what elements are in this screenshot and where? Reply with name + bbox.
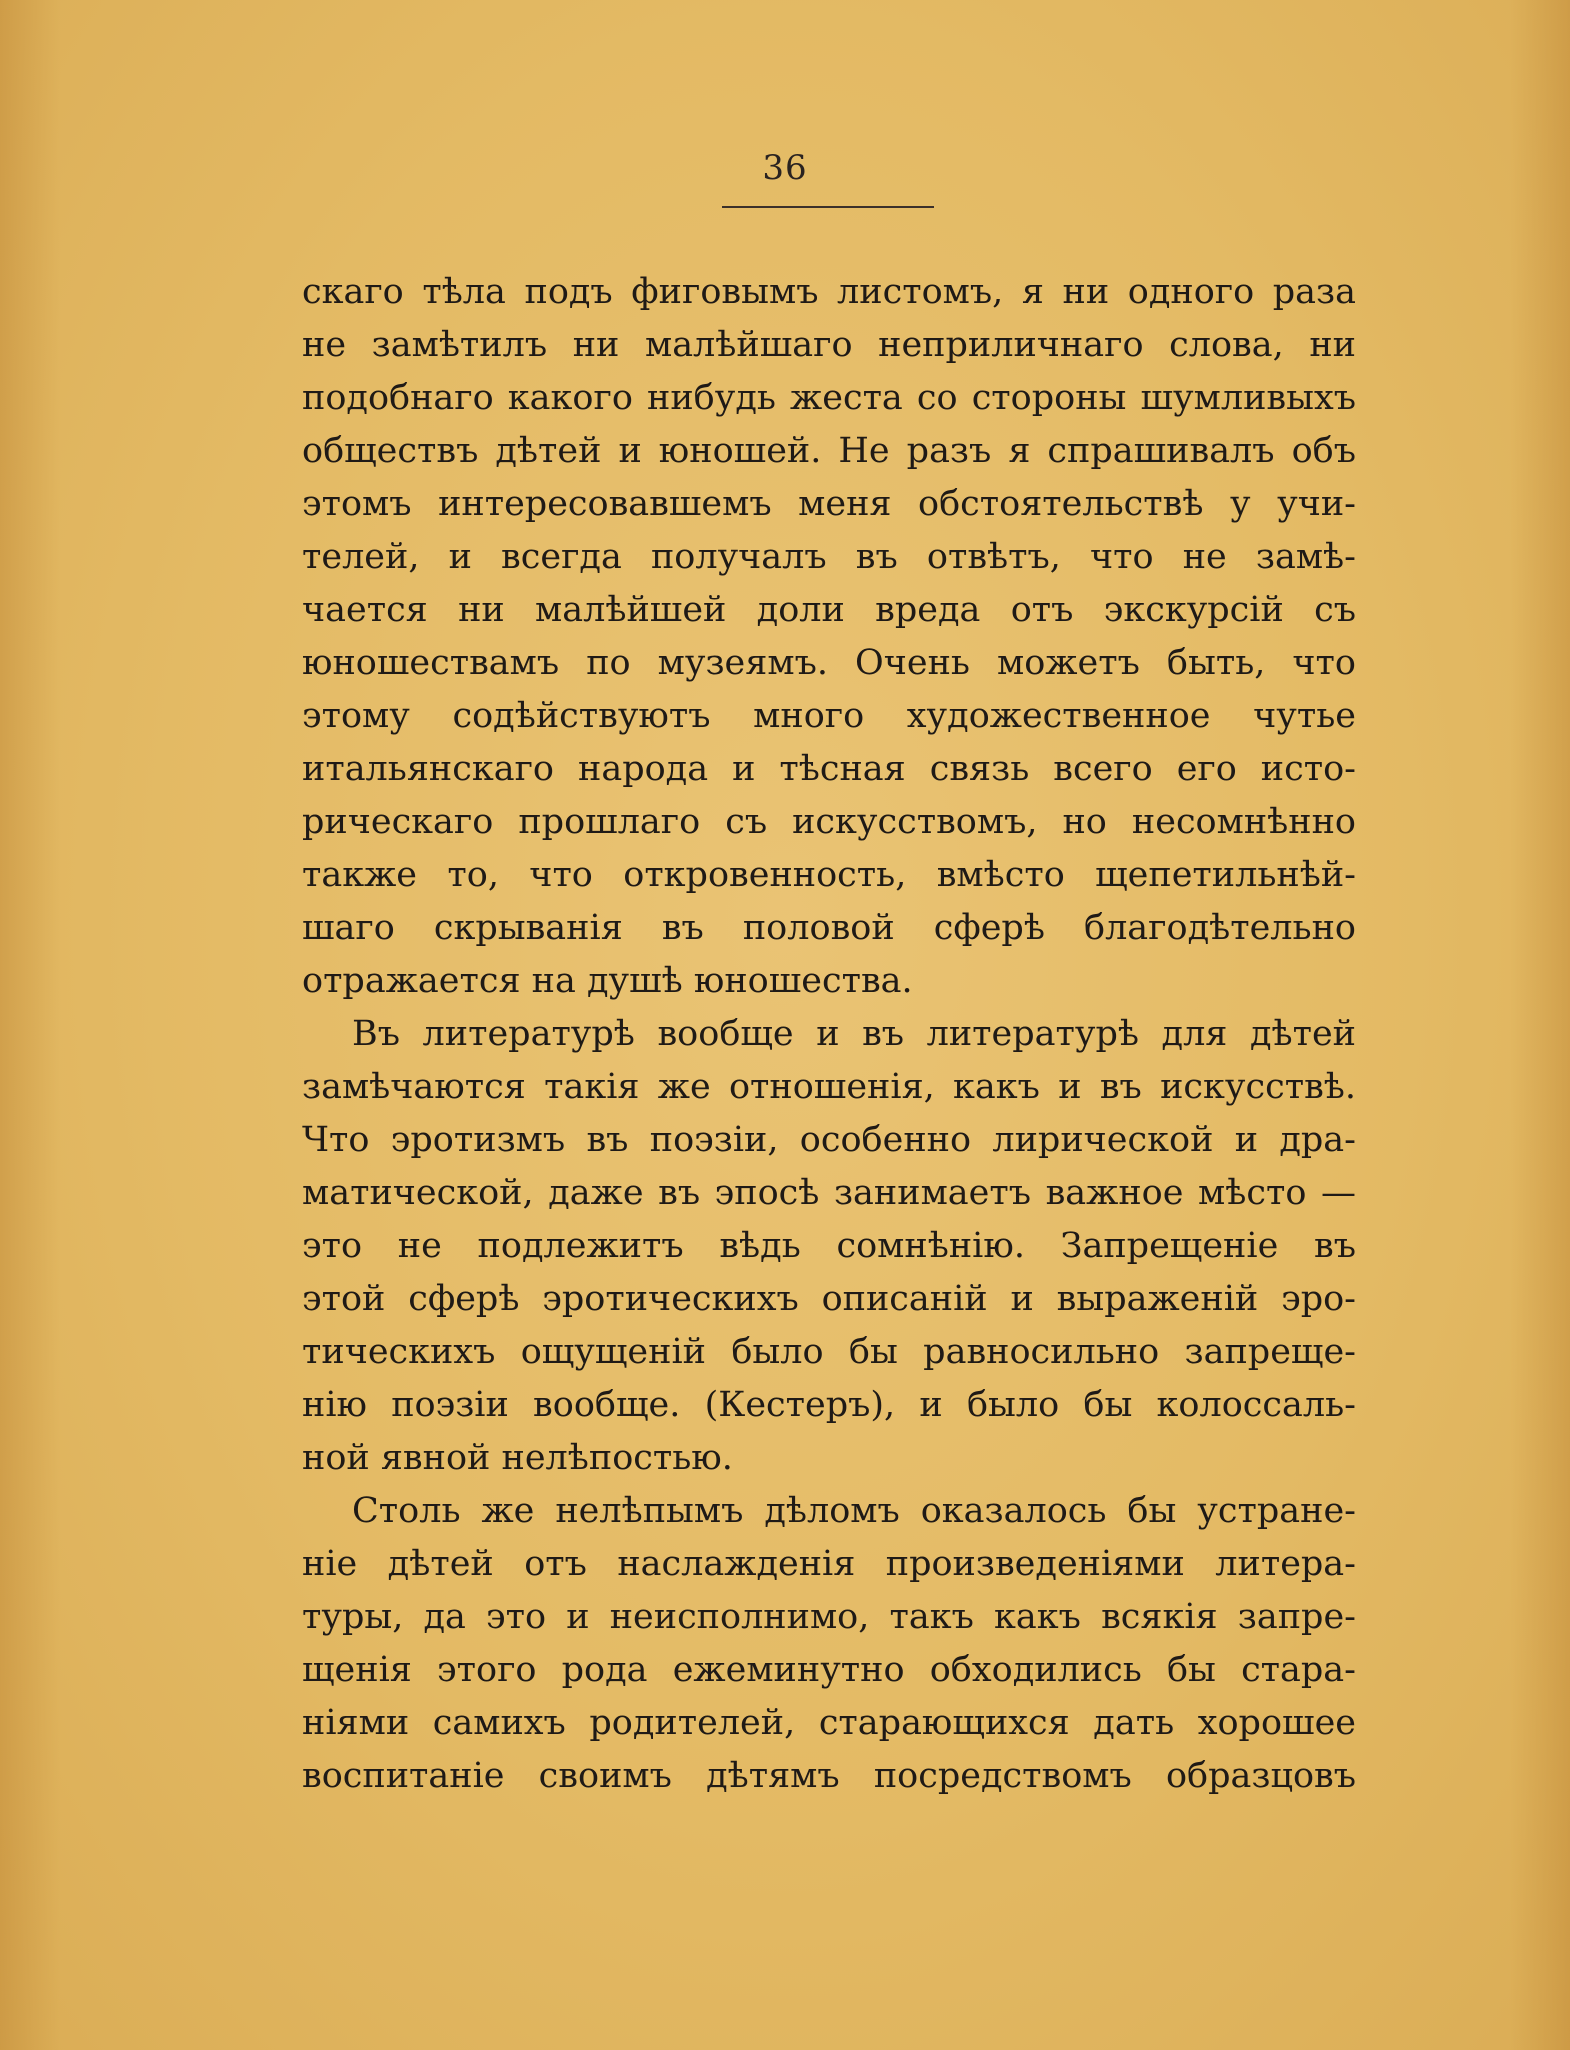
text-line: отражается на душѣ юношества. [302,961,913,1001]
paragraph [302,1485,1356,1803]
text-line: Столь же нелѣпымъ дѣломъ оказалось бы устране- [352,1491,1356,1531]
text-line: этому содѣйствуютъ много художественное чутье [302,696,1356,736]
text-line: это не подлежитъ вѣдь сомнѣнію. Запрещеніе въ [302,1226,1356,1266]
text-line: подобнаго какого нибудь жеста со стороны шумливыхъ [302,378,1356,418]
text-line: шаго скрыванія въ половой сферѣ благодѣтельно [302,908,1356,948]
page-edge-shadow-left [0,0,60,2050]
text-line: туры, да это и неисполнимо, такъ какъ всякія запре- [302,1597,1356,1637]
body-text [302,266,1356,1803]
text-line: ной явной нелѣпостью. [302,1438,733,1478]
text-line: ніями самихъ родителей, старающихся дать хорошее [302,1703,1356,1743]
paragraph [302,1008,1356,1485]
text-line: матической, даже въ эпосѣ занимаетъ важное мѣсто — [302,1173,1356,1213]
text-line: замѣчаются такія же отношенія, какъ и въ искусствѣ. [302,1067,1356,1107]
page-number: 36 [762,148,808,188]
text-line: Что эротизмъ въ поэзіи, особенно лирической и дра- [302,1120,1356,1160]
paragraph [302,266,1356,1008]
text-line: юношествамъ по музеямъ. Очень можетъ быть, что [302,643,1356,683]
header-rule [722,206,934,208]
text-line: этомъ интересовавшемъ меня обстоятельствѣ у учи- [302,484,1356,524]
text-line: также то, что откровенность, вмѣсто щепетильнѣй- [302,855,1356,895]
text-line: воспитаніе своимъ дѣтямъ посредствомъ образцовъ [302,1756,1356,1796]
text-line: итальянскаго народа и тѣсная связь всего его исто- [302,749,1356,789]
text-line: этой сферѣ эротическихъ описаній и выраженій эро- [302,1279,1356,1319]
text-line: рическаго прошлаго съ искусствомъ, но несомнѣнно [302,802,1356,842]
page-edge-shadow-right [1510,0,1570,2050]
text-line: Въ литературѣ вообще и въ литературѣ для дѣтей [352,1014,1356,1054]
text-line: ніе дѣтей отъ наслажденія произведеніями литера- [302,1544,1356,1584]
text-line: не замѣтилъ ни малѣйшаго неприличнаго слова, ни [302,325,1356,365]
text-line: телей, и всегда получалъ въ отвѣтъ, что не замѣ- [302,537,1356,577]
text-line: нію поэзіи вообще. (Кестеръ), и было бы колоссаль- [302,1385,1356,1425]
text-line: щенія этого рода ежеминутно обходились бы стара- [302,1650,1356,1690]
text-line: тическихъ ощущеній было бы равносильно запреще- [302,1332,1356,1372]
text-line: скаго тѣла подъ фиговымъ листомъ, я ни одного раза [302,272,1356,312]
text-line: чается ни малѣйшей доли вреда отъ экскурсій съ [302,590,1356,630]
text-line: обществъ дѣтей и юношей. Не разъ я спрашивалъ объ [302,431,1356,471]
